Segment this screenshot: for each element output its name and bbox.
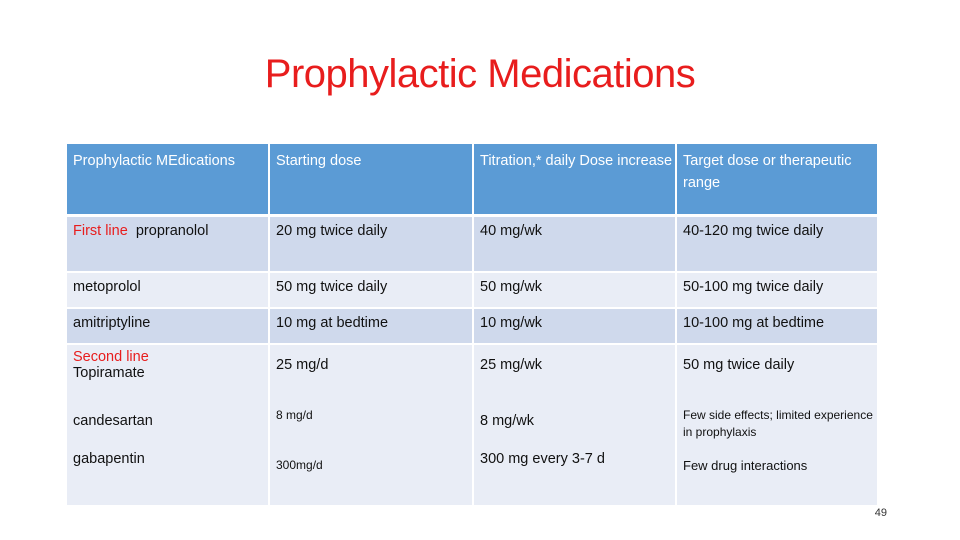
- line-label: Second line: [73, 349, 149, 365]
- table-row: [67, 309, 877, 345]
- table-row: [67, 401, 877, 451]
- drug-name: propranolol: [135, 223, 209, 239]
- page-number: 49: [874, 507, 887, 519]
- line-label: First line: [73, 223, 128, 239]
- titration-cell: 300 mg every 3-7 d: [474, 451, 677, 505]
- table-header-row: [67, 144, 877, 217]
- table-row: [67, 217, 877, 273]
- starting-dose-cell: 300mg/d: [270, 451, 474, 505]
- target-dose-cell: Few drug interactions: [677, 451, 877, 505]
- target-dose-cell: Few side effects; limited experience in prophylaxis: [677, 401, 877, 451]
- titration-cell: 25 mg/wk: [474, 345, 677, 401]
- page-title: Prophylactic Medications: [264, 52, 696, 96]
- target-dose-cell: 10-100 mg at bedtime: [677, 309, 877, 345]
- starting-dose-cell: 20 mg twice daily: [270, 217, 474, 273]
- drug-name: Topiramate: [73, 365, 145, 381]
- medications-table: [67, 144, 877, 505]
- drug-cell: gabapentin: [67, 451, 270, 505]
- drug-cell: [67, 217, 270, 273]
- titration-cell: 8 mg/wk: [474, 401, 677, 451]
- starting-dose-cell: 8 mg/d: [270, 401, 474, 451]
- target-dose-cell: 50 mg twice daily: [677, 345, 877, 401]
- table-row: [67, 273, 877, 309]
- starting-dose-cell: 50 mg twice daily: [270, 273, 474, 309]
- header-medication: Prophylactic MEdications: [67, 144, 270, 217]
- header-starting-dose: Starting dose: [270, 144, 474, 217]
- starting-dose-cell: 10 mg at bedtime: [270, 309, 474, 345]
- titration-cell: 10 mg/wk: [474, 309, 677, 345]
- drug-cell: amitriptyline: [67, 309, 270, 345]
- starting-dose-cell: 25 mg/d: [270, 345, 474, 401]
- titration-cell: 40 mg/wk: [474, 217, 677, 273]
- titration-cell: 50 mg/wk: [474, 273, 677, 309]
- header-titration: Titration,* daily Dose increase: [474, 144, 677, 217]
- drug-cell: [67, 345, 270, 401]
- table-row: [67, 345, 877, 401]
- header-target-dose: Target dose or therapeutic range: [677, 144, 877, 217]
- target-dose-cell: 40-120 mg twice daily: [677, 217, 877, 273]
- target-dose-cell: 50-100 mg twice daily: [677, 273, 877, 309]
- drug-cell: candesartan: [67, 401, 270, 451]
- drug-cell: metoprolol: [67, 273, 270, 309]
- table-row: [67, 451, 877, 505]
